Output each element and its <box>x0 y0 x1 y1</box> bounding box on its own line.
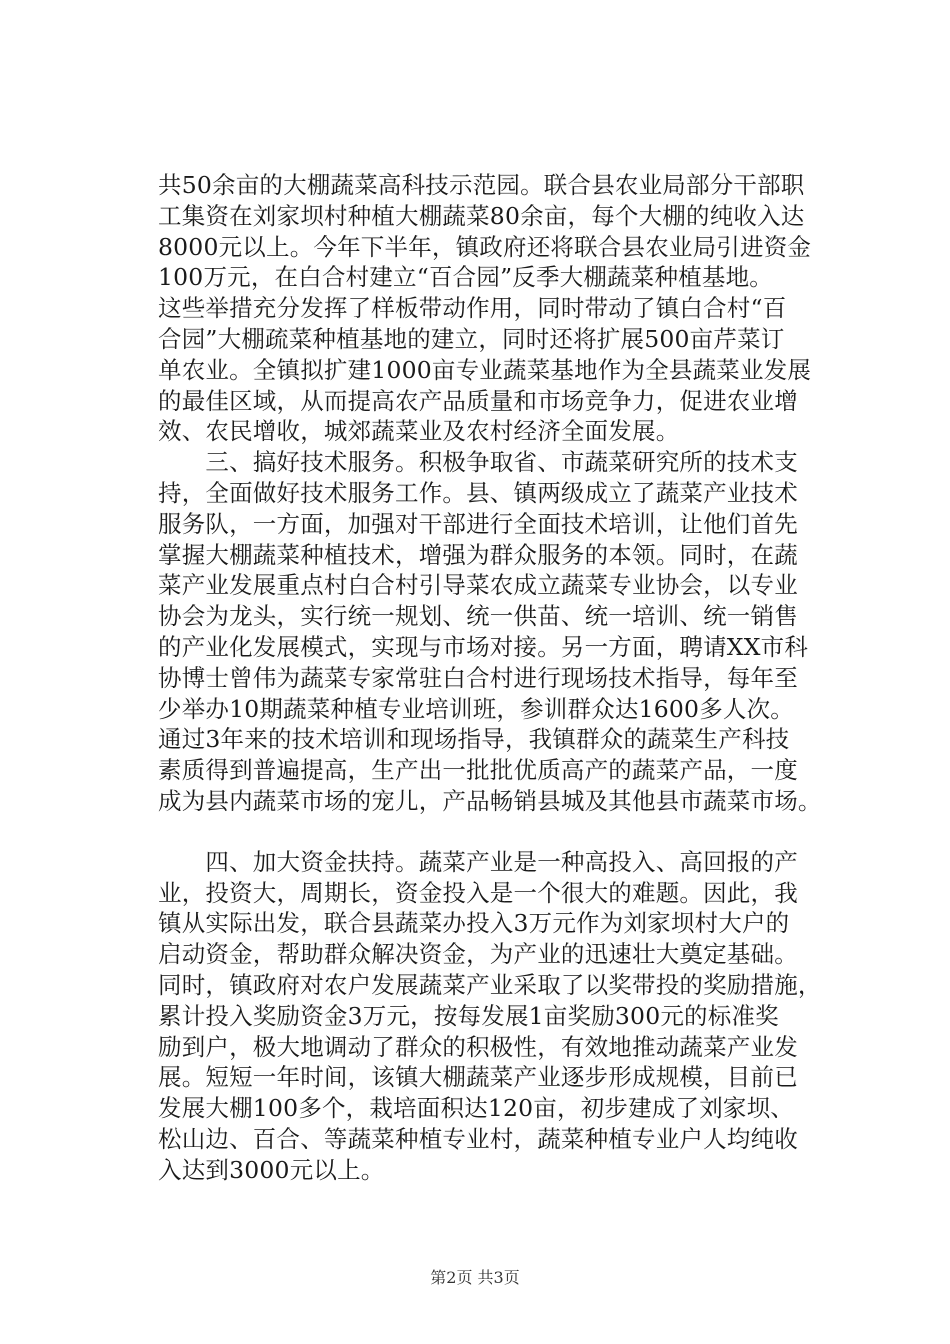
document-body <box>158 170 838 1186</box>
text-line: 少举办10期蔬菜种植专业培训班，参训群众达1600多人次。 <box>158 694 795 723</box>
page-number-footer: 第2页 共3页 <box>430 1268 520 1287</box>
text-line: 的产业化发展模式，实现与市场对接。另一方面，聘请XX市科 <box>158 632 809 661</box>
text-line: 工集资在刘家坝村种植大棚蔬菜80余亩，每个大棚的纯收入达 <box>158 201 805 230</box>
text-line: 四、加大资金扶持。蔬菜产业是一种高投入、高回报的产 <box>158 847 798 876</box>
text-line: 掌握大棚蔬菜种植技术，增强为群众服务的本领。同时，在蔬 <box>158 540 798 569</box>
text-line: 协会为龙头，实行统一规划、统一供苗、统一培训、统一销售 <box>158 602 798 631</box>
text-line: 素质得到普遍提高，生产出一批批优质高产的蔬菜产品，一度 <box>158 756 798 785</box>
text-line: 通过3年来的技术培训和现场指导，我镇群众的蔬菜生产科技 <box>158 725 790 754</box>
text-line: 入达到3000元以上。 <box>158 1155 385 1184</box>
text-line: 的最佳区域，从而提高农产品质量和市场竞争力，促进农业增 <box>158 386 798 415</box>
text-line: 服务队，一方面，加强对干部进行全面技术培训，让他们首先 <box>158 509 798 538</box>
text-line: 三、搞好技术服务。积极争取省、市蔬菜研究所的技术支 <box>158 448 798 477</box>
text-line: 启动资金，帮助群众解决资金，为产业的迅速壮大奠定基础。 <box>158 940 798 969</box>
text-line: 励到户，极大地调动了群众的积极性，有效地推动蔬菜产业发 <box>158 1032 798 1061</box>
text-line: 效、农民增收，城郊蔬菜业及农村经济全面发展。 <box>158 417 680 446</box>
text-line: 这些举措充分发挥了样板带动作用，同时带动了镇白合村“百 <box>158 294 787 323</box>
text-line: 协博士曾伟为蔬菜专家常驻白合村进行现场技术指导，每年至 <box>158 663 798 692</box>
paragraph-funding-support <box>158 847 838 1186</box>
text-line: 持，全面做好技术服务工作。县、镇两级成立了蔬菜产业技术 <box>158 478 798 507</box>
text-line: 成为县内蔬菜市场的宠儿，产品畅销县城及其他县市蔬菜市场。 <box>158 786 822 815</box>
text-line: 展。短短一年时间，该镇大棚蔬菜产业逐步形成规模，目前已 <box>158 1063 798 1092</box>
paragraph-tech-service <box>158 447 838 817</box>
text-line: 同时，镇政府对农户发展蔬菜产业采取了以奖带投的奖励措施， <box>158 970 822 999</box>
text-line: 合园”大棚疏菜种植基地的建立，同时还将扩展500亩芹菜订 <box>158 324 785 353</box>
paragraph-gap <box>158 817 838 847</box>
text-line: 单农业。全镇拟扩建1000亩专业蔬菜基地作为全县蔬菜业发展 <box>158 355 812 384</box>
text-line: 100万元，在白合村建立“百合园”反季大棚蔬菜种植基地。 <box>158 263 773 292</box>
text-line: 业，投资大，周期长，资金投入是一个很大的难题。因此，我 <box>158 878 798 907</box>
text-line: 累计投入奖励资金3万元，按每发展1亩奖励300元的标准奖 <box>158 1001 779 1030</box>
paragraph-continued <box>158 170 838 447</box>
text-line: 松山边、百合、等蔬菜种植专业村，蔬菜种植专业户人均纯收 <box>158 1124 798 1153</box>
text-line: 8000元以上。今年下半年，镇政府还将联合县农业局引进资金 <box>158 232 812 261</box>
text-line: 菜产业发展重点村白合村引导菜农成立蔬菜专业协会，以专业 <box>158 571 798 600</box>
text-line: 共50余亩的大棚蔬菜高科技示范园。联合县农业局部分干部职 <box>158 171 805 199</box>
text-line: 发展大棚100多个，栽培面积达120亩，初步建成了刘家坝、 <box>158 1094 795 1123</box>
text-line: 镇从实际出发，联合县蔬菜办投入3万元作为刘家坝村大户的 <box>158 909 790 938</box>
